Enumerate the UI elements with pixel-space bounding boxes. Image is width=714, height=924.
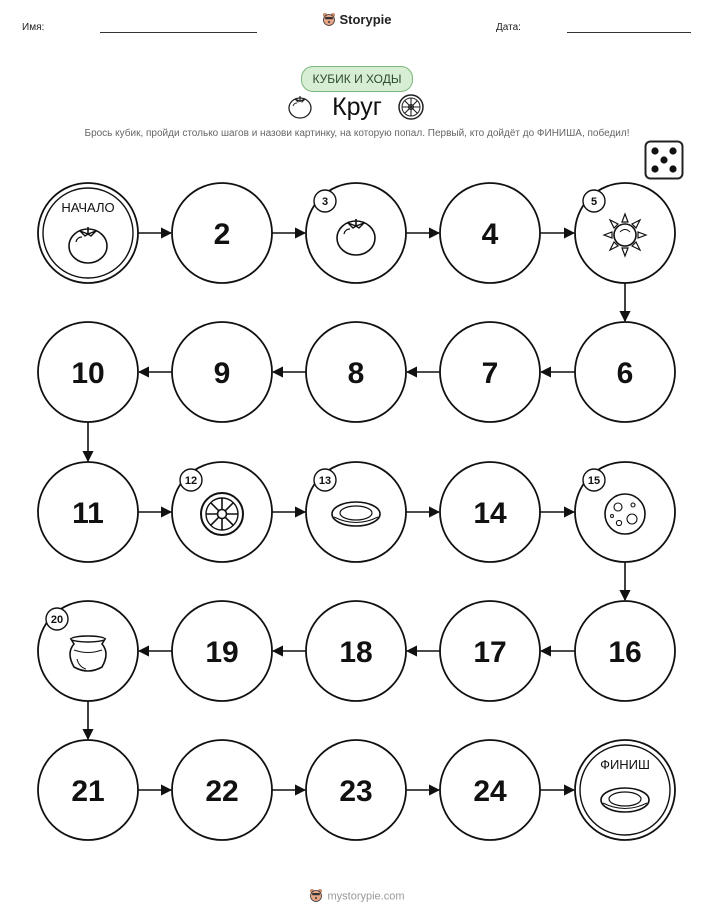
board-cell-2 [172, 183, 272, 283]
svg-text:15: 15 [587, 475, 601, 487]
board-cell-4 [440, 183, 540, 283]
board-cell-24 [440, 740, 540, 840]
board-cell-11 [38, 462, 138, 562]
cell-number: 4 [481, 218, 499, 251]
cell-label: НАЧАЛО [61, 200, 115, 215]
category-tag: КУБИК И ХОДЫ [301, 66, 413, 92]
instructions: Брось кубик, пройди столько шагов и назови картинку, на которую попал. Первый, кто дойдёт до ФИНИША, победил! [84, 128, 630, 139]
board-cell-18 [306, 601, 406, 701]
board-cell-20 [38, 601, 138, 701]
board-cell-25 [575, 740, 675, 840]
board-cell-3 [306, 183, 406, 283]
svg-text:20: 20 [50, 614, 64, 626]
board-cell-10 [38, 322, 138, 422]
footer [0, 888, 714, 905]
cell-label: ФИНИШ [600, 757, 650, 772]
cell-number: 22 [205, 775, 239, 808]
board-cell-12 [172, 462, 272, 562]
storypie-bear-icon [309, 888, 323, 905]
plate-icon [601, 788, 649, 812]
board-cell-17 [440, 601, 540, 701]
plate-icon [332, 502, 380, 526]
cell-number: 21 [71, 775, 105, 808]
board-cell-13 [306, 462, 406, 562]
wheel-icon [201, 493, 243, 535]
pot-icon [70, 636, 106, 671]
board-cell-22 [172, 740, 272, 840]
board-cell-6 [575, 322, 675, 422]
cell-number: 10 [71, 357, 105, 390]
cell-number: 7 [481, 357, 499, 390]
cell-number: 23 [339, 775, 373, 808]
footer-url: mystorypie.com [327, 890, 405, 903]
cell-number: 18 [339, 636, 373, 669]
svg-text:12: 12 [184, 475, 198, 487]
cell-number-badge [314, 469, 336, 491]
board-cell-7 [440, 322, 540, 422]
board-cell-5 [575, 183, 675, 283]
cell-number: 17 [473, 636, 507, 669]
board-cell-19 [172, 601, 272, 701]
svg-text:3: 3 [321, 196, 329, 208]
name-label: Имя: [22, 22, 45, 33]
cell-number-badge [583, 190, 605, 212]
cell-number-badge [314, 190, 336, 212]
cell-number-badge [583, 469, 605, 491]
board-cell-23 [306, 740, 406, 840]
page-title: Круг [332, 93, 382, 121]
board-cell-1 [38, 183, 138, 283]
board-cell-16 [575, 601, 675, 701]
cell-number-badge [180, 469, 202, 491]
board-cell-14 [440, 462, 540, 562]
brand-name: Storypie [339, 12, 392, 27]
board-cell-21 [38, 740, 138, 840]
board-cell-8 [306, 322, 406, 422]
cell-number: 14 [473, 497, 507, 530]
cell-number: 9 [213, 357, 231, 390]
sun-icon [604, 214, 646, 256]
date-label: Дата: [496, 22, 521, 33]
cell-number: 19 [205, 636, 239, 669]
svg-text:13: 13 [318, 475, 332, 487]
cell-number: 24 [473, 775, 507, 808]
cell-number: 6 [616, 357, 634, 390]
cell-number: 2 [213, 218, 231, 251]
svg-text:5: 5 [590, 196, 598, 208]
cell-number: 16 [608, 636, 642, 669]
board-cell-9 [172, 322, 272, 422]
board-cell-15 [575, 462, 675, 562]
cell-number: 8 [347, 357, 365, 390]
cell-number-badge [46, 608, 68, 630]
cell-number: 11 [72, 497, 104, 530]
moon-icon [605, 494, 645, 534]
